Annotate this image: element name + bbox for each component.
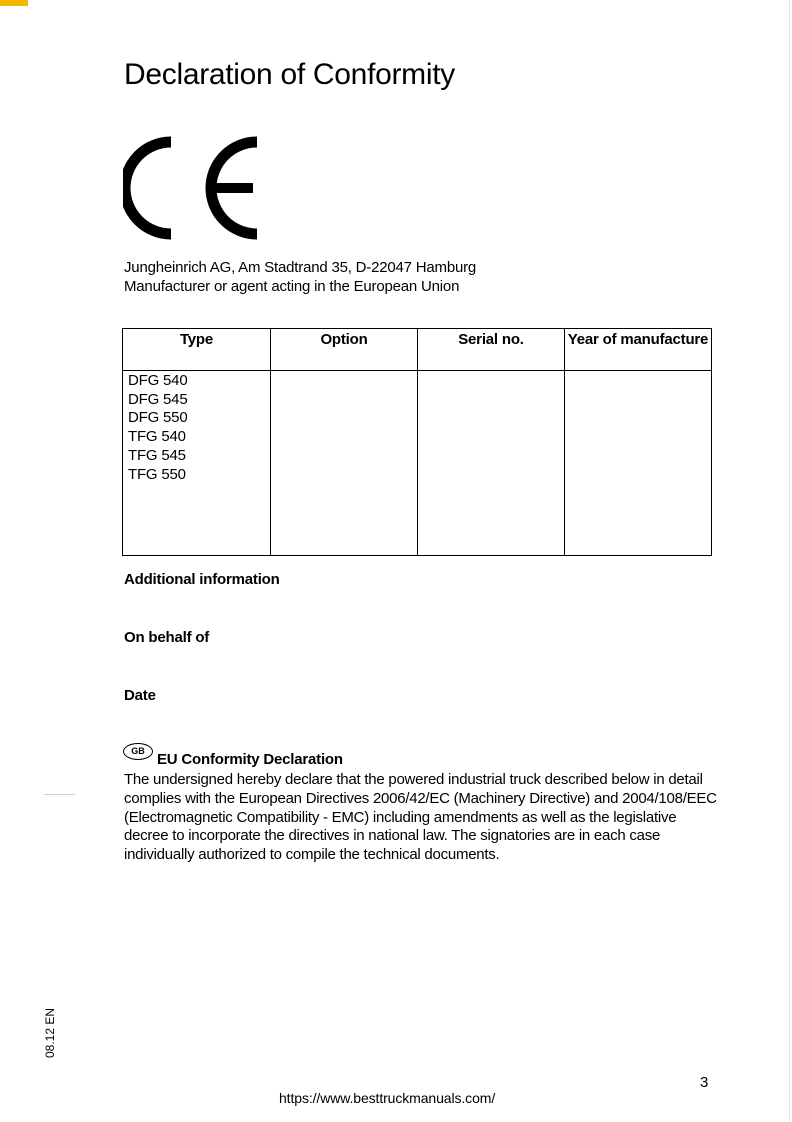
address-line-1: Jungheinrich AG, Am Stadtrand 35, D-22047 Hamburg xyxy=(124,259,477,276)
page-title: Declaration of Conformity xyxy=(124,58,455,91)
document-version-label: 08.12 EN xyxy=(43,1007,57,1058)
gb-language-badge: GB xyxy=(123,743,153,760)
additional-information-label: Additional information xyxy=(124,571,280,588)
option-cell xyxy=(271,371,418,556)
corner-accent-tab xyxy=(0,0,28,6)
product-table xyxy=(122,328,712,556)
margin-rule xyxy=(44,794,75,795)
header-year-of-manufacture: Year of manufacture xyxy=(565,329,712,371)
date-label: Date xyxy=(124,687,156,704)
type-item: TFG 540 xyxy=(128,428,186,446)
type-item: DFG 540 xyxy=(128,372,188,389)
type-item: DFG 550 xyxy=(128,409,188,427)
on-behalf-of-label: On behalf of xyxy=(124,629,210,646)
type-item: DFG 545 xyxy=(128,390,188,408)
serial-no-cell xyxy=(418,371,565,556)
header-serial-no: Serial no. xyxy=(418,329,565,371)
year-cell xyxy=(565,371,712,556)
ce-mark-logo xyxy=(123,136,263,240)
table-header-row xyxy=(123,329,712,371)
page-edge xyxy=(789,0,790,1122)
type-item: TFG 545 xyxy=(128,446,186,464)
eu-declaration-heading: EU Conformity Declaration xyxy=(157,751,343,768)
eu-declaration-body: The undersigned hereby declare that the powered industrial truck described below in detail complies with the European Directives 2006/42/EC (Machinery Directive) and 2004/108/EEC (Electromagnetic Compatibility - EMC) including amendments as well as the legislative decree to incorporate the directives in national law. The signatories are in each case individually authorized to compile the technical documents. xyxy=(124,771,717,864)
header-type: Type xyxy=(123,329,271,371)
page-number: 3 xyxy=(700,1074,709,1091)
header-option: Option xyxy=(271,329,418,371)
type-cell xyxy=(123,371,271,556)
table-row xyxy=(123,371,712,556)
manufacturer-address xyxy=(124,258,476,296)
footer-url-link[interactable]: https://www.besttruckmanuals.com/ xyxy=(279,1090,496,1106)
address-line-2: Manufacturer or agent acting in the European Union xyxy=(124,278,460,295)
type-item: TFG 550 xyxy=(128,465,186,483)
